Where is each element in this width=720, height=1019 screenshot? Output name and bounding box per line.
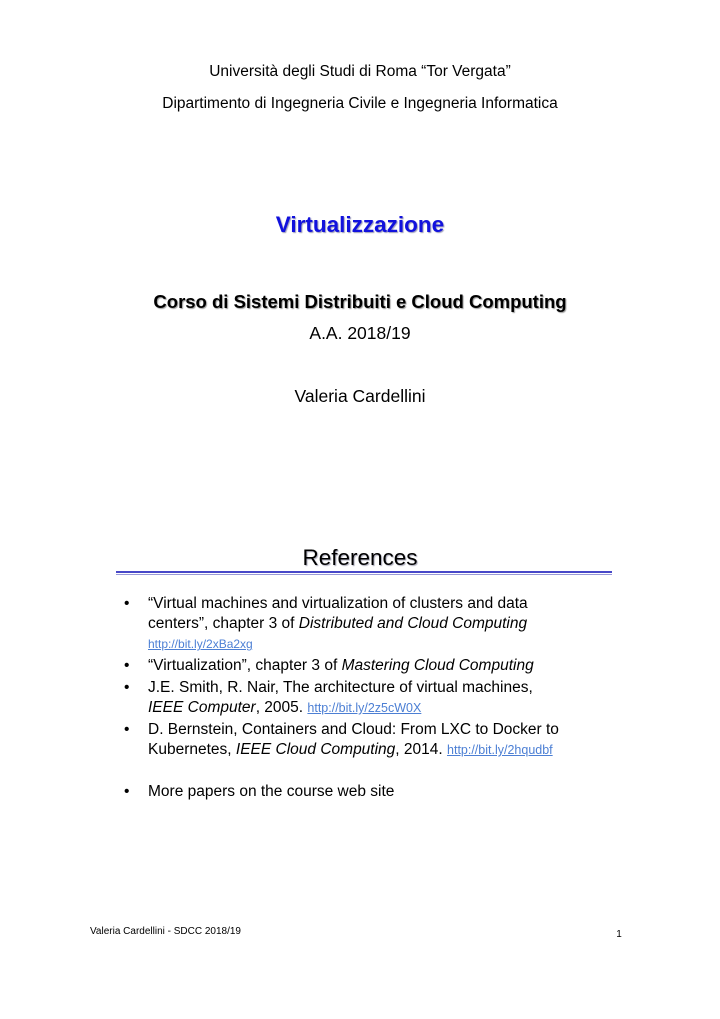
list-item — [124, 656, 624, 676]
course-name: Corso di Sistemi Distribuiti e Cloud Computing — [153, 291, 567, 312]
reference-link[interactable]: http://bit.ly/2xBa2xg — [148, 637, 253, 651]
academic-year: A.A. 2018/19 — [309, 323, 411, 343]
reference-text: “Virtual machines and virtualization of clusters and data — [148, 595, 528, 612]
bullet-icon: • — [124, 595, 130, 612]
department-name: Dipartimento di Ingegneria Civile e Ingegneria Informatica — [162, 95, 558, 112]
reference-source: IEEE Cloud Computing — [235, 741, 396, 758]
university-name: Università degli Studi di Roma “Tor Vergata” — [209, 63, 511, 80]
bullet-icon: • — [124, 783, 130, 800]
reference-source: Mastering Cloud Computing — [341, 657, 534, 674]
slide-title: Virtualizzazione — [275, 212, 445, 237]
reference-link[interactable]: http://bit.ly/2z5cW0X — [307, 701, 422, 715]
bullet-icon: • — [124, 721, 130, 738]
reference-text: centers”, chapter 3 of — [148, 615, 299, 632]
reference-text: Kubernetes, — [148, 741, 236, 758]
list-item — [124, 720, 624, 760]
reference-text: , 2014. — [395, 741, 448, 758]
bullet-icon: • — [124, 679, 130, 696]
list-item — [124, 594, 624, 654]
bullet-icon: • — [124, 657, 130, 674]
reference-source: IEEE Computer — [148, 699, 256, 716]
footer-author: Valeria Cardellini - SDCC 2018/19 — [90, 926, 241, 937]
list-item — [124, 782, 624, 802]
reference-text: J.E. Smith, R. Nair, The architecture of virtual machines, — [148, 679, 533, 696]
reference-text: , 2005. — [255, 699, 308, 716]
heading-underline — [116, 571, 612, 573]
reference-text: “Virtualization”, chapter 3 of — [148, 657, 342, 674]
reference-text: More papers on the course web site — [148, 783, 395, 800]
author-name: Valeria Cardellini — [294, 386, 426, 406]
list-item — [124, 678, 624, 718]
heading-underline-shadow — [116, 574, 612, 575]
reference-text: D. Bernstein, Containers and Cloud: From LXC to Docker to — [148, 721, 559, 738]
references-heading: References — [302, 545, 418, 570]
reference-source: Distributed and Cloud Computing — [298, 615, 528, 632]
references-list — [124, 594, 624, 804]
page-number: 1 — [616, 929, 622, 940]
reference-link[interactable]: http://bit.ly/2hqudbf — [447, 743, 553, 757]
